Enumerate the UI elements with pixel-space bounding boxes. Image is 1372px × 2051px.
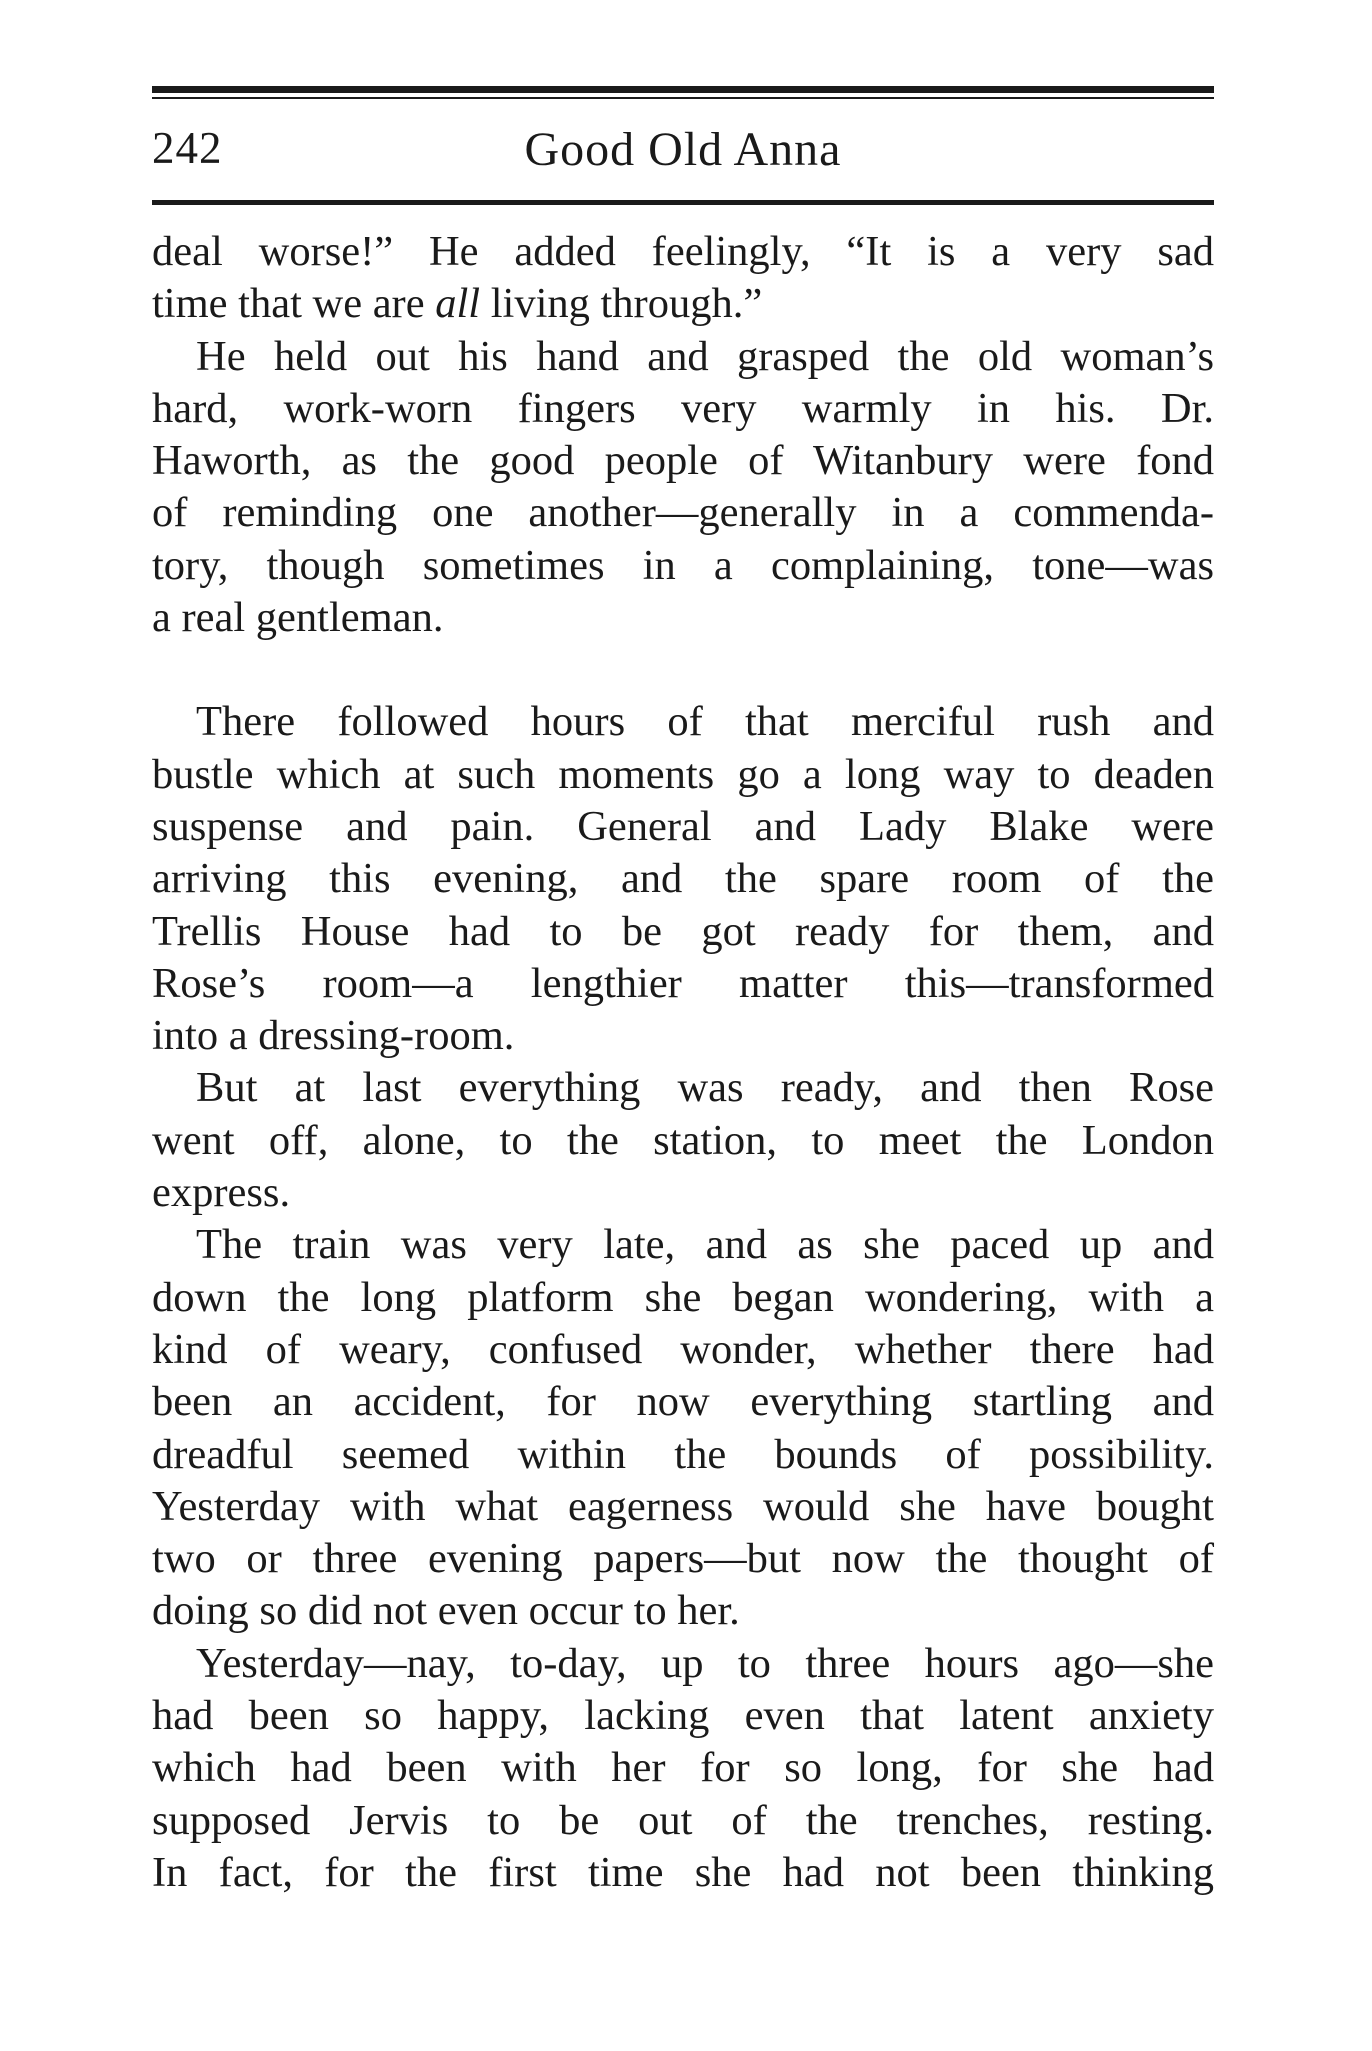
paragraph — [152, 226, 1214, 331]
paragraph — [152, 1062, 1214, 1219]
running-header — [152, 122, 1214, 192]
paragraph — [152, 696, 1214, 1062]
text-line-p4-1: But at last everything was ready, and then Rose — [196, 1064, 1214, 1112]
text-line-p3-3: suspense and pain. General and Lady Blake were — [152, 802, 1214, 850]
text-line-p3-7: into a dressing-room. — [152, 1012, 515, 1060]
body-text — [152, 226, 1214, 1899]
header-rule-thin — [152, 97, 1214, 99]
text-line-p2-1: He held out his hand and grasped the old woman’s — [196, 332, 1214, 380]
text-line-p5-4: been an accident, for now everything startling and — [152, 1378, 1214, 1426]
text-line-p6-1: Yesterday—nay, to-day, up to three hours ago—she — [196, 1639, 1214, 1687]
text-line-p5-5: dreadful seemed within the bounds of possibility. — [152, 1430, 1214, 1478]
text-line-p5-3: kind of weary, confused wonder, whether there had — [152, 1325, 1214, 1373]
text-line-p3-1: There followed hours of that merciful rush and — [196, 698, 1214, 746]
text-line-p2-3: Haworth, as the good people of Witanbury were fond — [152, 437, 1214, 485]
text-line-p5-2: down the long platform she began wondering, with a — [152, 1273, 1214, 1321]
text-line-p1-2: time that we are all living through.” — [152, 280, 763, 328]
text-line-p1-1: deal worse!” He added feelingly, “It is a very sad — [152, 228, 1214, 275]
text-line-p3-2: bustle which at such moments go a long way to deaden — [152, 750, 1214, 798]
text-line-p6-5: In fact, for the first time she had not been thinking — [152, 1848, 1214, 1896]
paragraph — [152, 1638, 1214, 1899]
text-line-p4-3: express. — [152, 1169, 291, 1217]
header-underline-rule — [152, 200, 1214, 205]
text-line-p5-1: The train was very late, and as she paced up and — [196, 1221, 1214, 1269]
text-line-p3-5: Trellis House had to be got ready for them, and — [152, 907, 1214, 955]
text-line-p3-6: Rose’s room—a lengthier matter this—transformed — [152, 959, 1214, 1007]
text-line-p2-2: hard, work-worn fingers very warmly in his. Dr. — [152, 384, 1214, 432]
text-line-p6-3: which had been with her for so long, for she had — [152, 1744, 1214, 1792]
paragraph — [152, 1219, 1214, 1637]
paragraph — [152, 331, 1214, 645]
text-line-p6-4: supposed Jervis to be out of the trenches, resting. — [152, 1796, 1214, 1844]
running-title: Good Old Anna — [524, 123, 842, 176]
section-break — [152, 644, 1214, 696]
text-line-p6-2: had been so happy, lacking even that latent anxiety — [152, 1692, 1214, 1740]
text-line-p4-2: went off, alone, to the station, to meet the London — [152, 1116, 1214, 1164]
text-line-p5-6: Yesterday with what eagerness would she have bought — [152, 1482, 1214, 1530]
header-rule-thick — [152, 86, 1214, 93]
text-line-p2-6: a real gentleman. — [152, 594, 444, 642]
page-number: 242 — [152, 123, 223, 173]
text-line-p2-4: of reminding one another—generally in a commenda- — [152, 489, 1214, 537]
text-line-p5-7: two or three evening papers—but now the thought of — [152, 1535, 1214, 1583]
text-line-p3-4: arriving this evening, and the spare room of the — [152, 855, 1214, 903]
text-line-p5-8: doing so did not even occur to her. — [152, 1587, 740, 1635]
text-line-p2-5: tory, though sometimes in a complaining, tone—was — [152, 541, 1214, 589]
